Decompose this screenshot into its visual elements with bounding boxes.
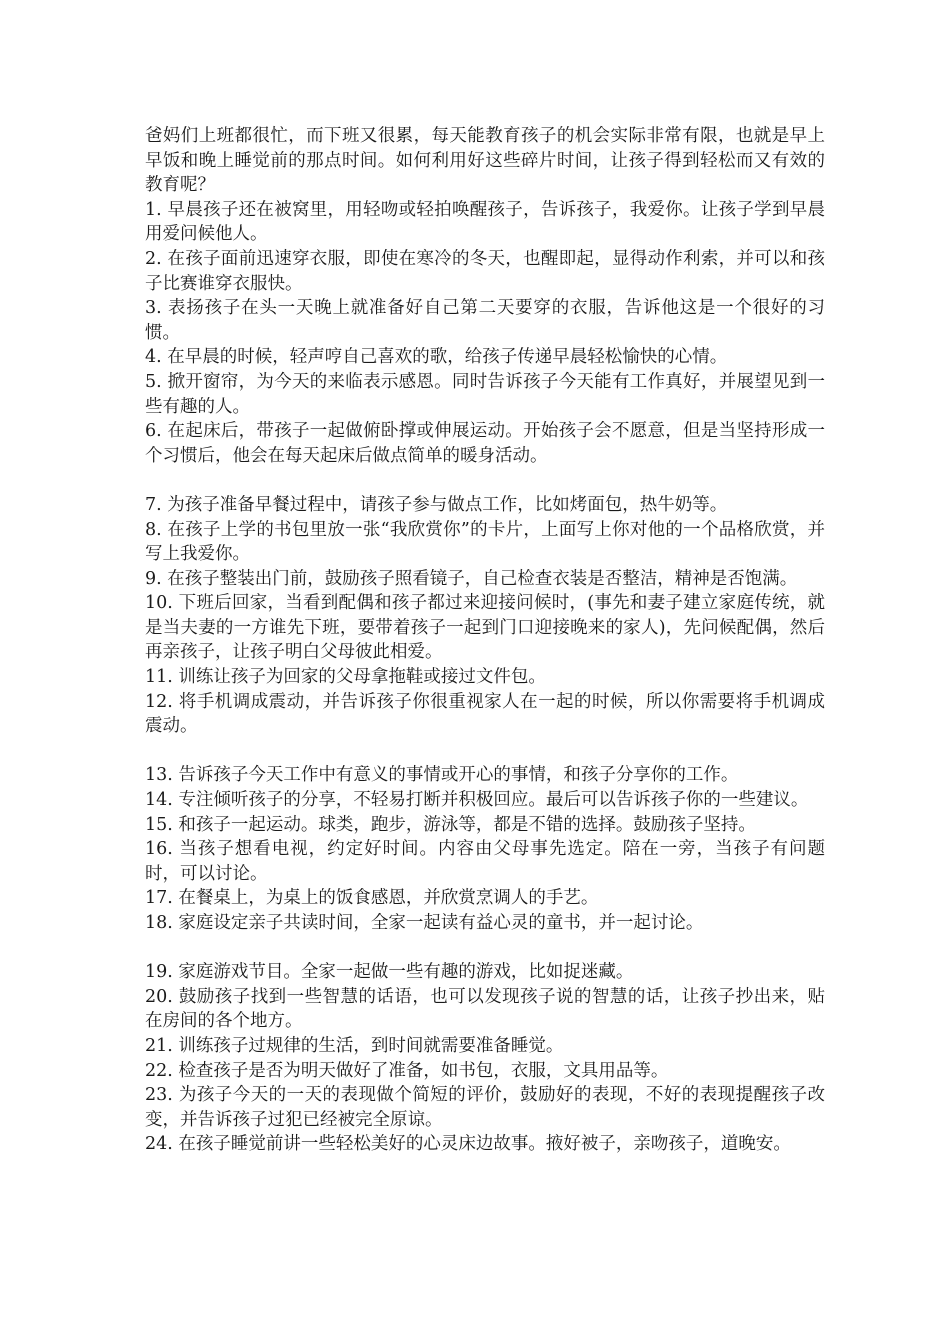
list-item: 2. 在孩子面前迅速穿衣服，即使在寒冷的冬天，也醒即起，显得动作利索，并可以和孩子比赛谁穿衣服快。 xyxy=(145,248,825,294)
list-item: 4. 在早晨的时候，轻声哼自己喜欢的歌，给孩子传递早晨轻松愉快的心情。 xyxy=(145,347,728,368)
intro-paragraph: 爸妈们上班都很忙，而下班又很累，每天能教育孩子的机会实际非常有限，也就是早上早饭和晚上睡觉前的那点时间。如何利用好这些碎片时间，让孩子得到轻松而又有效的教育呢？ xyxy=(145,126,825,196)
list-item: 19. 家庭游戏节目。全家一起做一些有趣的游戏，比如捉迷藏。 xyxy=(145,962,634,983)
list-item: 12. 将手机调成震动，并告诉孩子你很重视家人在一起的时候，所以你需要将手机调成震动。 xyxy=(145,691,825,737)
list-item: 3. 表扬孩子在头一天晚上就准备好自己第二天要穿的衣服，告诉他这是一个很好的习惯。 xyxy=(145,298,825,343)
list-item: 14. 专注倾听孩子的分享，不轻易打断并积极回应。最后可以告诉孩子你的一些建议。 xyxy=(145,790,809,811)
section-gap xyxy=(145,936,825,961)
list-item: 21. 训练孩子过规律的生活，到时间就需要准备睡觉。 xyxy=(145,1035,564,1056)
list-item: 7. 为孩子准备早餐过程中，请孩子参与做点工作，比如烤面包，热牛奶等。 xyxy=(145,494,728,515)
list-item: 20. 鼓励孩子找到一些智慧的话语，也可以发现孩子说的智慧的话，让孩子抄出来，贴在房间的各个地方。 xyxy=(145,986,825,1032)
list-item: 8. 在孩子上学的书包里放一张“我欣赏你”的卡片，上面写上你对他的一个品格欣赏，并写上我爱你。 xyxy=(145,519,825,565)
list-item: 18. 家庭设定亲子共读时间，全家一起读有益心灵的童书，并一起讨论。 xyxy=(145,913,704,933)
list-item: 6. 在起床后，带孩子一起做俯卧撑或伸展运动。开始孩子会不愿意，但是当坚持形成一个习惯后，他会在每天起床后做点简单的暖身活动。 xyxy=(145,421,825,466)
list-item: 22. 检查孩子是否为明天做好了准备，如书包，衣服，文具用品等。 xyxy=(145,1060,669,1081)
list-item: 1. 早晨孩子还在被窝里，用轻吻或轻拍唤醒孩子，告诉孩子，我爱你。让孩子学到早晨用爱问候他人。 xyxy=(145,199,825,245)
list-item: 15. 和孩子一起运动。球类，跑步，游泳等，都是不错的选择。鼓励孩子坚持。 xyxy=(145,814,756,835)
list-item: 10. 下班后回家，当看到配偶和孩子都过来迎接问候时，(事先和妻子建立家庭传统，就是当夫妻的一方谁先下班，要带着孩子一起到门口迎接晚来的家人)，先问候配偶，然后再亲孩子，让孩子明白父母彼此相爱。 xyxy=(145,593,825,663)
list-item: 11. 训练让孩子为回家的父母拿拖鞋或接过文件包。 xyxy=(145,667,546,688)
list-item: 5. 掀开窗帘，为今天的来临表示感恩。同时告诉孩子今天能有工作真好，并展望见到一些有趣的人。 xyxy=(145,371,825,417)
list-item: 9. 在孩子整装出门前，鼓励孩子照看镜子，自己检查衣装是否整洁，精神是否饱满。 xyxy=(145,568,798,589)
list-item: 23. 为孩子今天的一天的表现做个简短的评价，鼓励好的表现，不好的表现提醒孩子改变，并告诉孩子过犯已经被完全原谅。 xyxy=(145,1085,825,1130)
section-gap xyxy=(145,468,825,493)
section-gap xyxy=(145,739,825,764)
list-item: 17. 在餐桌上，为桌上的饭食感恩，并欣赏烹调人的手艺。 xyxy=(145,888,599,909)
list-item: 13. 告诉孩子今天工作中有意义的事情或开心的事情，和孩子分享你的工作。 xyxy=(145,765,739,786)
list-item: 24. 在孩子睡觉前讲一些轻松美好的心灵床边故事。掖好被子，亲吻孩子，道晚安。 xyxy=(145,1134,791,1155)
list-item: 16. 当孩子想看电视，约定好时间。内容由父母事先选定。陪在一旁，当孩子有问题时，可以讨论。 xyxy=(145,839,825,884)
document-body xyxy=(145,124,825,1157)
